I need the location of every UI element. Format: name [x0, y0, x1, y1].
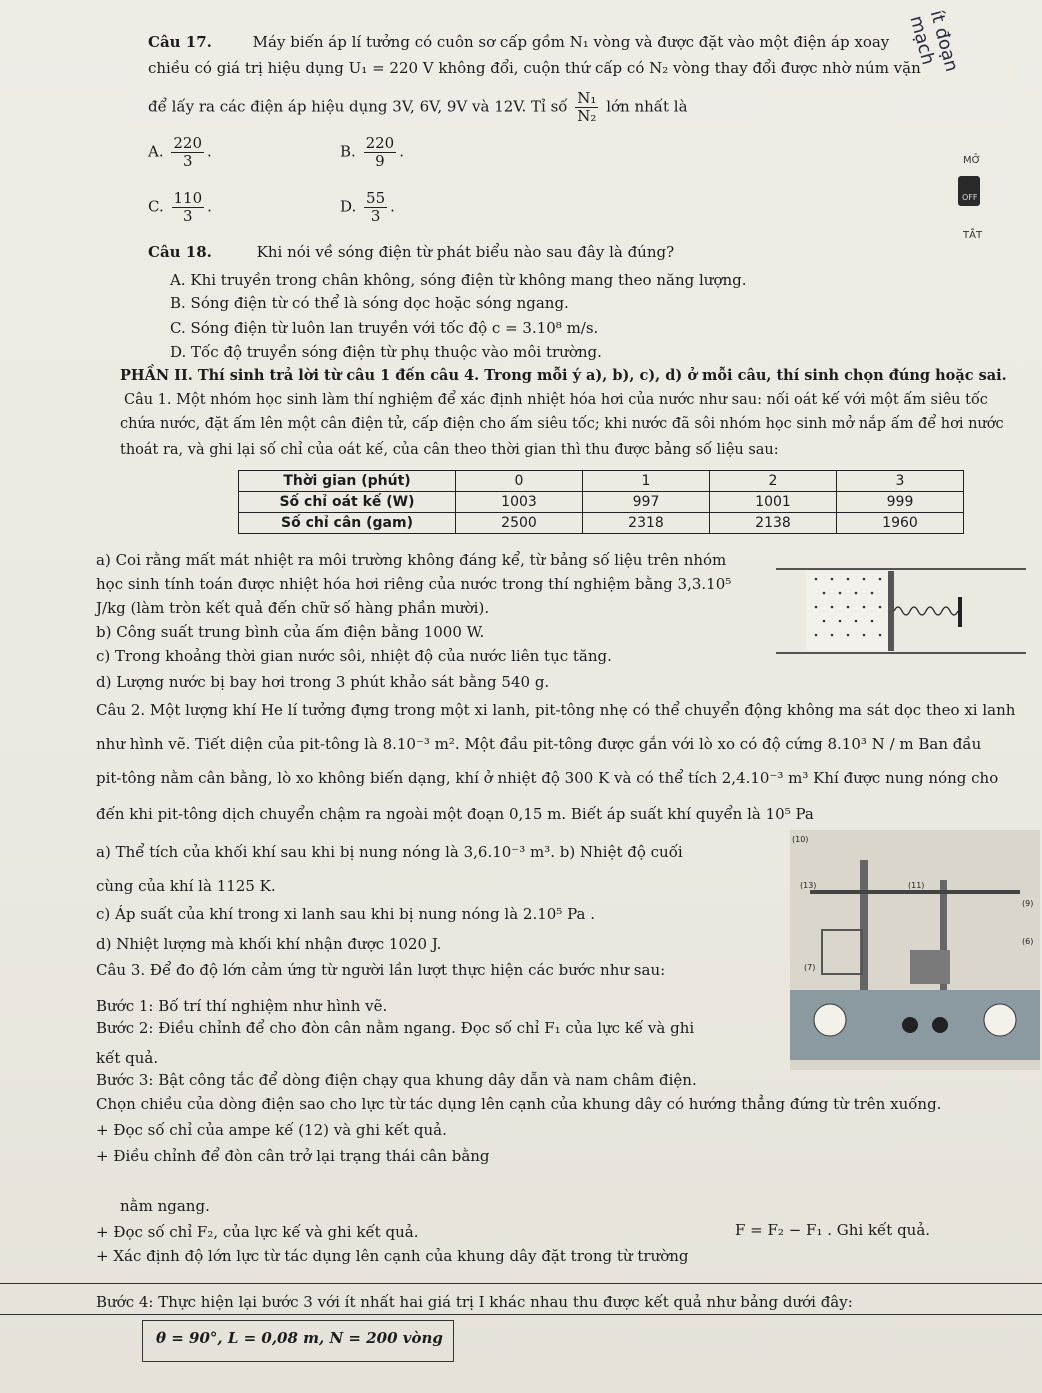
c2-line3: pit-tông nằm cân bằng, lò xo không biến dạng, khí ở nhiệt độ 300 K và có thể tích 2,4.10⁻³ m³ Khí được nung nóng cho — [96, 769, 999, 787]
c1-c: c) Trong khoảng thời gian nước sôi, nhiệt độ của nước liên tục tăng. — [96, 647, 612, 665]
c3-step3e: nằm ngang. — [120, 1197, 210, 1215]
cylinder-figure — [776, 565, 1026, 660]
part2-heading: PHẦN II. Thí sinh trả lời từ câu 1 đến câu 4. Trong mỗi ý a), b), c), d) ở mỗi câu, thí sinh chọn đúng hoặc sai. — [120, 367, 1007, 384]
q17-line1 — [148, 32, 889, 52]
c3-step3g: + Xác định độ lớn lực từ tác dụng lên cạnh của khung dây đặt trong từ trường — [96, 1247, 689, 1265]
table-row: Số chỉ oát kế (W) 1003 997 1001 999 — [239, 492, 964, 513]
q18-option-d: D. Tốc độ truyền sóng điện từ phụ thuộc vào môi trường. — [170, 343, 602, 361]
c3-line1: Câu 3. Để đo độ lớn cảm ứng từ người lần lượt thực hiện các bước như sau: — [96, 961, 666, 979]
c2-line1: Câu 2. Một lượng khí He lí tưởng đựng trong một xi lanh, pit-tông nhẹ có thể chuyển động không ma sát dọc theo xi lanh — [96, 701, 1016, 719]
q17-option-b: B. $\frac{220}{9}$ . — [340, 134, 404, 170]
c1-intro-2: chứa nước, đặt ấm lên một cân điện tử, cấp điện cho ấm siêu tốc; khi nước đã sôi nhóm học sinh mở nắp ấm để hơi nước — [120, 416, 1004, 432]
q18-option-b: B. Sóng điện từ có thể là sóng dọc hoặc sóng ngang. — [170, 294, 569, 312]
c2-a: a) Thể tích của khối khí sau khi bị nung nóng là 3,6.10⁻³ m³. b) Nhiệt độ cuối — [96, 843, 683, 861]
label-11: (11) — [908, 881, 925, 890]
c1-d: d) Lượng nước bị bay hơi trong 3 phút khảo sát bằng 540 g. — [96, 673, 550, 691]
label-7: (7) — [804, 963, 816, 972]
knob-b — [932, 1017, 948, 1033]
c3-step3b: Chọn chiều của dòng điện sao cho lực từ tác dụng lên cạnh của khung dây có hướng thẳng đứng từ trên xuống. — [96, 1095, 942, 1113]
c3-step1: Bước 1: Bố trí thí nghiệm như hình vẽ. — [96, 997, 388, 1015]
c2-a2: cùng của khí là 1125 K. — [96, 877, 276, 895]
c2-line4: đến khi pit-tông dịch chuyển chậm ra ngoài một đoạn 0,15 m. Biết áp suất khí quyển là 10⁵ Pa — [96, 805, 814, 823]
knob-label-off: OFF — [962, 193, 978, 202]
c1-a-line3: J/kg (làm tròn kết quả đến chữ số hàng phần mười). — [96, 599, 490, 617]
q17-option-a: A. $\frac{220}{3}$ . — [148, 134, 212, 170]
q17-option-c: C. $\frac{110}{3}$ . — [148, 189, 212, 225]
table-row: Số chỉ cân (gam) 2500 2318 2138 1960 — [239, 513, 964, 534]
c3-step4: Bước 4: Thực hiện lại bước 3 với ít nhất hai giá trị I khác nhau thu được kết quả như bảng dưới đây: — [96, 1293, 853, 1311]
ratio-fraction — [575, 90, 598, 125]
q18-option-a: A. Khi truyền trong chân không, sóng điện từ không mang theo năng lượng. — [170, 271, 747, 289]
q17-line2: chiều có giá trị hiệu dụng U₁ = 220 V không đổi, cuộn thứ cấp có N₂ vòng thay đổi được nhờ núm vặn — [148, 59, 921, 77]
label-6: (6) — [1022, 937, 1034, 946]
c1-b: b) Công suất trung bình của ấm điện bằng 1000 W. — [96, 623, 485, 641]
label-10: (10) — [792, 835, 809, 844]
ratio-num: N₁ — [577, 89, 597, 107]
c3-step3f2: F = F₂ − F₁ . Ghi kết quả. — [735, 1221, 931, 1239]
c1-intro-1: Câu 1. Một nhóm học sinh làm thí nghiệm để xác định nhiệt hóa hơi của nước như sau: nối oát kế với một ấm siêu tốc — [124, 392, 988, 408]
piston — [888, 571, 894, 651]
wall — [958, 597, 962, 627]
c1-a-line1: a) Coi rằng mất mát nhiệt ra môi trường không đáng kể, từ bảng số liệu trên nhóm — [96, 551, 727, 569]
table-row: Thời gian (phút) 0 1 2 3 — [239, 471, 964, 492]
margin-handwriting: ít đoạn mạch — [905, 8, 963, 74]
c2-c: c) Áp suất của khí trong xi lanh sau khi bị nung nóng là 2.10⁵ Pa . — [96, 905, 595, 923]
spring — [894, 607, 958, 615]
knob-label-tat: TẮT — [963, 230, 983, 241]
c1-intro-3: thoát ra, và ghi lại số chỉ của oát kế, của cân theo thời gian thì thu được bảng số liệu sau: — [120, 442, 779, 458]
q17-text3a: để lấy ra các điện áp hiệu dụng 3V, 6V, 9V và 12V. Tỉ số — [148, 97, 568, 116]
q17-line3 — [148, 90, 688, 125]
c1-a-line2: học sinh tính toán được nhiệt hóa hơi riêng của nước trong thí nghiệm bằng 3,3.10⁵ — [96, 575, 732, 593]
c3-step3f: + Đọc số chỉ F₂, của lực kế và ghi kết quả. — [96, 1223, 419, 1241]
c3-step2a: Bước 2: Điều chỉnh để cho đòn cân nằm ngang. Đọc số chỉ F₁ của lực kế và ghi — [96, 1019, 695, 1037]
c3-step3: Bước 3: Bật công tắc để dòng điện chạy qua khung dây dẫn và nam châm điện. — [96, 1071, 697, 1089]
q17-label: Câu 17. — [148, 33, 212, 51]
data-table — [238, 470, 964, 534]
gas-region — [806, 571, 888, 651]
q17-text1: Máy biến áp lí tưởng có cuôn sơ cấp gồm N₁ vòng và được đặt vào một điện áp xoay — [252, 33, 890, 51]
c3-step3c: + Đọc số chỉ của ampe kế (12) và ghi kết quả. — [96, 1121, 447, 1139]
meter-2 — [984, 1004, 1016, 1036]
q18-label: Câu 18. — [148, 243, 212, 261]
q17-option-d: D. $\frac{55}{3}$ . — [340, 189, 395, 225]
ratio-den: N₂ — [577, 107, 597, 125]
q18-option-c: C. Sóng điện từ luôn lan truyền với tốc độ c = 3.10⁸ m/s. — [170, 319, 599, 337]
electromagnet — [910, 950, 950, 984]
label-9: (9) — [1022, 899, 1034, 908]
c3-params: θ = 90°, L = 0,08 m, N = 200 vòng — [156, 1329, 443, 1347]
c3-step3d: + Điều chỉnh để đòn cân trở lại trạng thái cân bằng — [96, 1147, 490, 1165]
q18-stem — [148, 242, 674, 262]
knob-label-mo: MỞ — [963, 155, 981, 166]
q18-stem-text: Khi nói về sóng điện từ phát biểu nào sau đây là đúng? — [256, 243, 675, 261]
c2-d: d) Nhiệt lượng mà khối khí nhận được 1020 J. — [96, 935, 442, 953]
c3-step2b: kết quả. — [96, 1049, 159, 1067]
meter-1 — [814, 1004, 846, 1036]
balance-apparatus-figure — [790, 830, 1040, 1070]
label-13: (13) — [800, 881, 817, 890]
c2-line2: như hình vẽ. Tiết diện của pit-tông là 8.10⁻³ m². Một đầu pit-tông được gắn với lò xo có độ cứng 8.10³ N / m Ban đầu — [96, 735, 982, 753]
q17-text3b: lớn nhất là — [606, 97, 688, 116]
knob-a — [902, 1017, 918, 1033]
